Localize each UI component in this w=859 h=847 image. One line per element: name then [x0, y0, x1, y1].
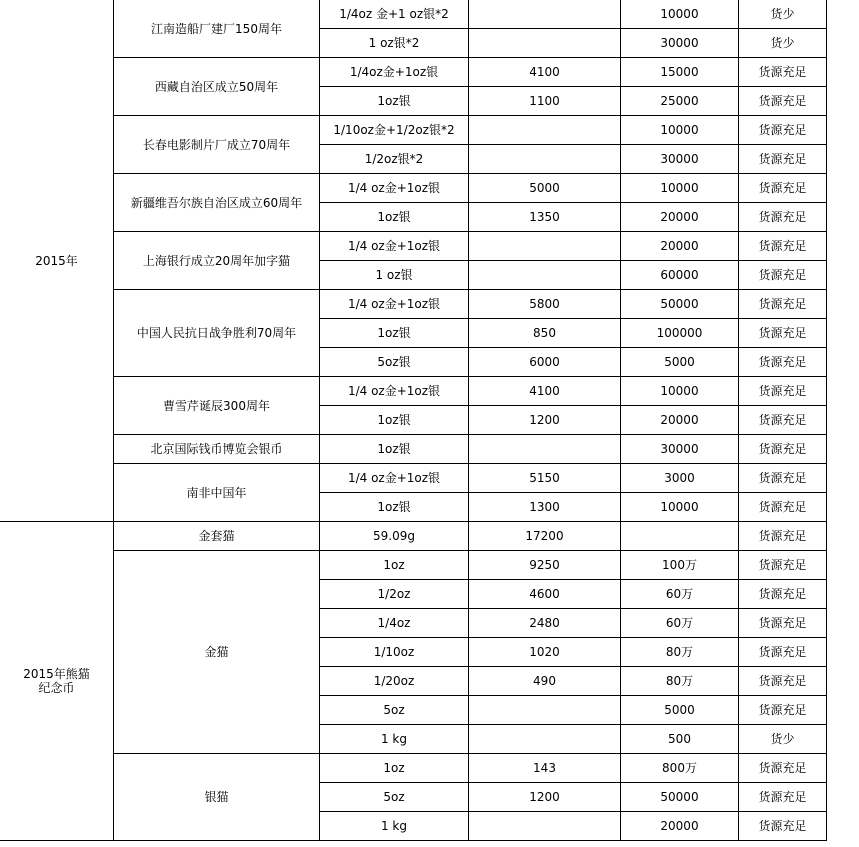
status-cell: 货少 [739, 29, 827, 58]
quantity-cell: 30000 [621, 435, 739, 464]
spec-cell: 1 oz银*2 [320, 29, 469, 58]
price-cell: 4600 [469, 580, 621, 609]
price-cell: 1020 [469, 638, 621, 667]
status-cell: 货源充足 [739, 754, 827, 783]
spec-cell: 5oz [320, 696, 469, 725]
quantity-cell: 100万 [621, 551, 739, 580]
spec-cell: 1/4 oz金+1oz银 [320, 290, 469, 319]
spec-cell: 1/10oz [320, 638, 469, 667]
status-cell: 货源充足 [739, 319, 827, 348]
spec-cell: 1/4oz金+1oz银 [320, 58, 469, 87]
coin-name-cell: 新疆维吾尔族自治区成立60周年 [114, 174, 320, 232]
coin-name-cell: 江南造船厂建厂150周年 [114, 0, 320, 58]
price-cell [469, 29, 621, 58]
table-row [0, 58, 827, 87]
table-row [0, 464, 827, 493]
status-cell: 货源充足 [739, 174, 827, 203]
quantity-cell: 30000 [621, 29, 739, 58]
price-cell [469, 116, 621, 145]
status-cell: 货少 [739, 725, 827, 754]
quantity-cell: 50000 [621, 783, 739, 812]
quantity-cell: 500 [621, 725, 739, 754]
spec-cell: 1/10oz金+1/2oz银*2 [320, 116, 469, 145]
coin-name-cell: 上海银行成立20周年加字猫 [114, 232, 320, 290]
price-cell: 1350 [469, 203, 621, 232]
price-cell: 850 [469, 319, 621, 348]
price-cell: 6000 [469, 348, 621, 377]
status-cell: 货源充足 [739, 87, 827, 116]
price-cell: 2480 [469, 609, 621, 638]
quantity-cell: 20000 [621, 406, 739, 435]
quantity-cell: 3000 [621, 464, 739, 493]
year-cell: 2015年 [0, 0, 114, 522]
spec-cell: 1/4oz [320, 609, 469, 638]
status-cell: 货源充足 [739, 58, 827, 87]
status-cell: 货源充足 [739, 116, 827, 145]
status-cell: 货源充足 [739, 783, 827, 812]
price-cell [469, 725, 621, 754]
coin-name-cell: 中国人民抗日战争胜利70周年 [114, 290, 320, 377]
status-cell: 货源充足 [739, 435, 827, 464]
quantity-cell: 10000 [621, 116, 739, 145]
status-cell: 货源充足 [739, 493, 827, 522]
quantity-cell: 10000 [621, 0, 739, 29]
spec-cell: 1/4 oz金+1oz银 [320, 464, 469, 493]
status-cell: 货源充足 [739, 261, 827, 290]
quantity-cell: 20000 [621, 232, 739, 261]
spec-cell: 1oz银 [320, 87, 469, 116]
price-cell [469, 435, 621, 464]
table-row [0, 116, 827, 145]
status-cell: 货源充足 [739, 667, 827, 696]
spec-cell: 1oz银 [320, 406, 469, 435]
table-row [0, 522, 827, 551]
coin-name-cell: 南非中国年 [114, 464, 320, 522]
table-row [0, 377, 827, 406]
status-cell: 货源充足 [739, 464, 827, 493]
price-cell [469, 145, 621, 174]
price-cell: 490 [469, 667, 621, 696]
spec-cell: 1/4 oz金+1oz银 [320, 377, 469, 406]
quantity-cell: 10000 [621, 377, 739, 406]
quantity-cell: 10000 [621, 493, 739, 522]
status-cell: 货源充足 [739, 551, 827, 580]
quantity-cell: 5000 [621, 696, 739, 725]
price-cell [469, 0, 621, 29]
quantity-cell: 100000 [621, 319, 739, 348]
spec-cell: 1oz [320, 754, 469, 783]
status-cell: 货源充足 [739, 812, 827, 841]
quantity-cell: 30000 [621, 145, 739, 174]
status-cell: 货源充足 [739, 522, 827, 551]
year-cell: 2015年熊猫 纪念币 [0, 522, 114, 841]
price-cell: 5000 [469, 174, 621, 203]
spec-cell: 1 kg [320, 812, 469, 841]
status-cell: 货源充足 [739, 203, 827, 232]
price-cell [469, 696, 621, 725]
status-cell: 货源充足 [739, 145, 827, 174]
spec-cell: 1 kg [320, 725, 469, 754]
quantity-cell: 10000 [621, 174, 739, 203]
table-row [0, 551, 827, 580]
table-row [0, 232, 827, 261]
price-cell: 1200 [469, 783, 621, 812]
price-cell: 1200 [469, 406, 621, 435]
spec-cell: 5oz [320, 783, 469, 812]
status-cell: 货源充足 [739, 696, 827, 725]
spec-cell: 1oz银 [320, 435, 469, 464]
spec-cell: 1/2oz [320, 580, 469, 609]
coin-name-cell: 金套猫 [114, 522, 320, 551]
status-cell: 货源充足 [739, 609, 827, 638]
price-cell: 5150 [469, 464, 621, 493]
price-cell: 1300 [469, 493, 621, 522]
quantity-cell: 20000 [621, 203, 739, 232]
status-cell: 货源充足 [739, 406, 827, 435]
quantity-cell: 60万 [621, 609, 739, 638]
quantity-cell: 50000 [621, 290, 739, 319]
coin-name-cell: 金猫 [114, 551, 320, 754]
status-cell: 货源充足 [739, 638, 827, 667]
price-cell: 4100 [469, 58, 621, 87]
status-cell: 货源充足 [739, 377, 827, 406]
spec-cell: 1/20oz [320, 667, 469, 696]
spec-cell: 1/4 oz金+1oz银 [320, 232, 469, 261]
coin-name-cell: 曹雪芹诞辰300周年 [114, 377, 320, 435]
table-row [0, 290, 827, 319]
price-cell: 4100 [469, 377, 621, 406]
quantity-cell [621, 522, 739, 551]
coin-name-cell: 北京国际钱币博览会银币 [114, 435, 320, 464]
table-row [0, 435, 827, 464]
status-cell: 货源充足 [739, 580, 827, 609]
spec-cell: 1oz [320, 551, 469, 580]
status-cell: 货少 [739, 0, 827, 29]
coin-name-cell: 长春电影制片厂成立70周年 [114, 116, 320, 174]
spec-cell: 1/4oz 金+1 oz银*2 [320, 0, 469, 29]
quantity-cell: 60万 [621, 580, 739, 609]
quantity-cell: 80万 [621, 667, 739, 696]
spec-cell: 1/2oz银*2 [320, 145, 469, 174]
spec-cell: 1 oz银 [320, 261, 469, 290]
price-cell: 9250 [469, 551, 621, 580]
price-cell: 143 [469, 754, 621, 783]
price-cell [469, 232, 621, 261]
status-cell: 货源充足 [739, 232, 827, 261]
price-cell: 1100 [469, 87, 621, 116]
quantity-cell: 20000 [621, 812, 739, 841]
quantity-cell: 800万 [621, 754, 739, 783]
price-cell: 17200 [469, 522, 621, 551]
table-row [0, 174, 827, 203]
table-row [0, 0, 827, 29]
quantity-cell: 80万 [621, 638, 739, 667]
status-cell: 货源充足 [739, 290, 827, 319]
spec-cell: 1oz银 [320, 319, 469, 348]
spec-cell: 1/4 oz金+1oz银 [320, 174, 469, 203]
coin-name-cell: 西藏自治区成立50周年 [114, 58, 320, 116]
status-cell: 货源充足 [739, 348, 827, 377]
price-cell [469, 261, 621, 290]
quantity-cell: 25000 [621, 87, 739, 116]
quantity-cell: 15000 [621, 58, 739, 87]
quantity-cell: 5000 [621, 348, 739, 377]
spec-cell: 59.09g [320, 522, 469, 551]
spec-cell: 5oz银 [320, 348, 469, 377]
price-cell: 5800 [469, 290, 621, 319]
price-cell [469, 812, 621, 841]
table-row [0, 754, 827, 783]
spec-cell: 1oz银 [320, 203, 469, 232]
quantity-cell: 60000 [621, 261, 739, 290]
spec-cell: 1oz银 [320, 493, 469, 522]
coin-name-cell: 银猫 [114, 754, 320, 841]
